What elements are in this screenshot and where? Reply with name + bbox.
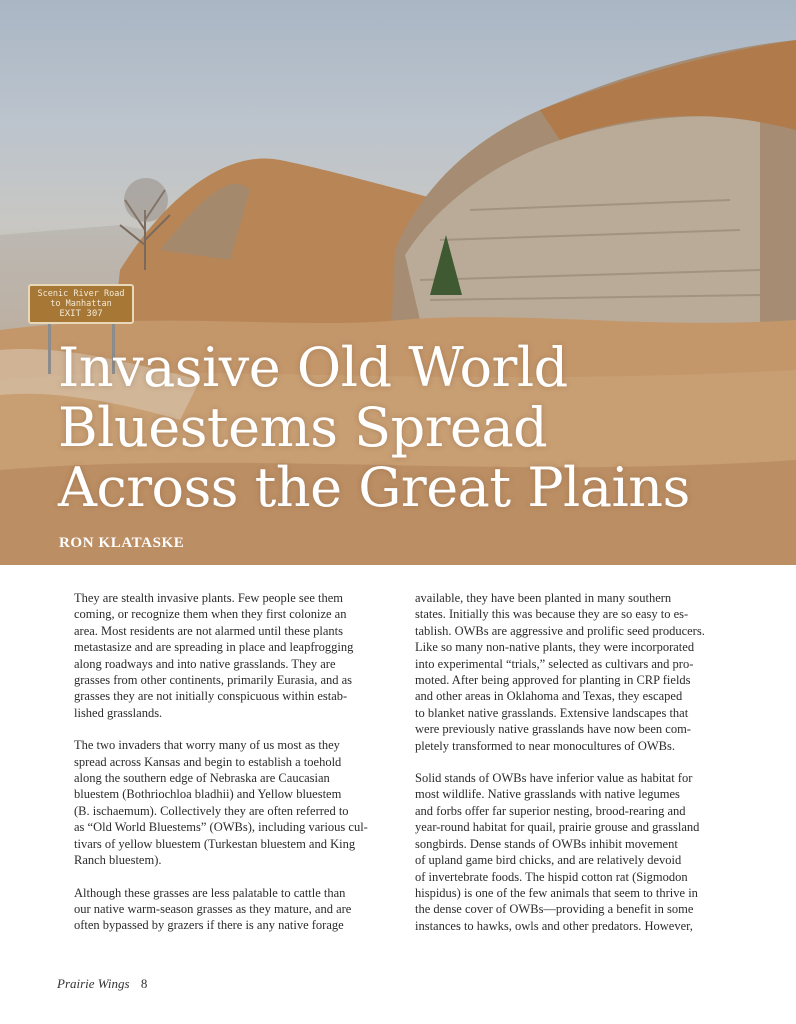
paragraph: available, they have been planted in many southern states. Initially this was because they are so easy to es- tablish. OWBs are aggressive and prolific seed producers. Like so many non-native plants, they were incorporated into experimental “trials,” selected as cultivars and pro- moted. After being approved for planting in CRP fields and other areas in Oklahoma and Texas, they escaped to blanket native grasslands. Extensive landscapes that were previously native grasslands have now been com- pletely transformed to near monocultures of OWBs.: [415, 591, 705, 753]
title-line: Across the Great Plains: [58, 456, 690, 519]
paragraph: The two invaders that worry many of us most as they spread across Kansas and begin to establish a toehold along the southern edge of Nebraska are Caucasian bluestem (Bothriochloa bladhii) and Yellow bluestem (B. ischaemum). Collectively they are often referred to as “Old World Bluestems” (OWBs), including various cul- tivars of yellow bluestem (Turkestan bluestem and King Ranch bluestem).: [74, 738, 368, 868]
title-line: Invasive Old World: [58, 336, 568, 399]
highway-sign: [28, 284, 134, 324]
author-byline: RON KLATASKE: [59, 535, 185, 551]
page-number: 8: [140, 976, 148, 991]
sign-line: Scenic River Road: [37, 289, 125, 299]
sign-exit: EXIT 307: [59, 309, 103, 319]
right-column: [415, 590, 740, 950]
paragraph: Solid stands of OWBs have inferior value as habitat for most wildlife. Native grasslands with native legumes and forbs offer far superior nesting, brood-rearing and year-round habitat for quail, prairie grouse and grassland songbirds. Dense stands of OWBs inhibit movement of upland game bird chicks, and are relatively devoid of invertebrate foods. The hispid cotton rat (Sigmodon hispidus) is one of the few animals that seem to thrive in the dense cover of OWBs—providing a benefit in some instances to hawks, owls and other predators. However,: [415, 771, 700, 933]
publication-name: Prairie Wings: [57, 976, 130, 991]
paragraph: They are stealth invasive plants. Few people see them coming, or recognize them when they first colonize an area. Most residents are not alarmed until these plants metastasize and are spreading in place and leapfrogging along roadways and into native grasslands. They are grasses from other continents, primarily Eurasia, and as grasses they are not initially conspicuous within estab- lished grasslands.: [74, 591, 354, 720]
title-line: Bluestems Spread: [58, 396, 548, 459]
sign-post: [48, 324, 51, 374]
paragraph: Although these grasses are less palatable to cattle than our native warm-season grasses as they mature, and are often bypassed by grazers if there is any native forage: [74, 885, 352, 933]
article-title: [58, 338, 778, 518]
page-footer: [57, 976, 147, 992]
left-column: [74, 590, 399, 950]
sign-line: to Manhattan: [50, 299, 112, 309]
